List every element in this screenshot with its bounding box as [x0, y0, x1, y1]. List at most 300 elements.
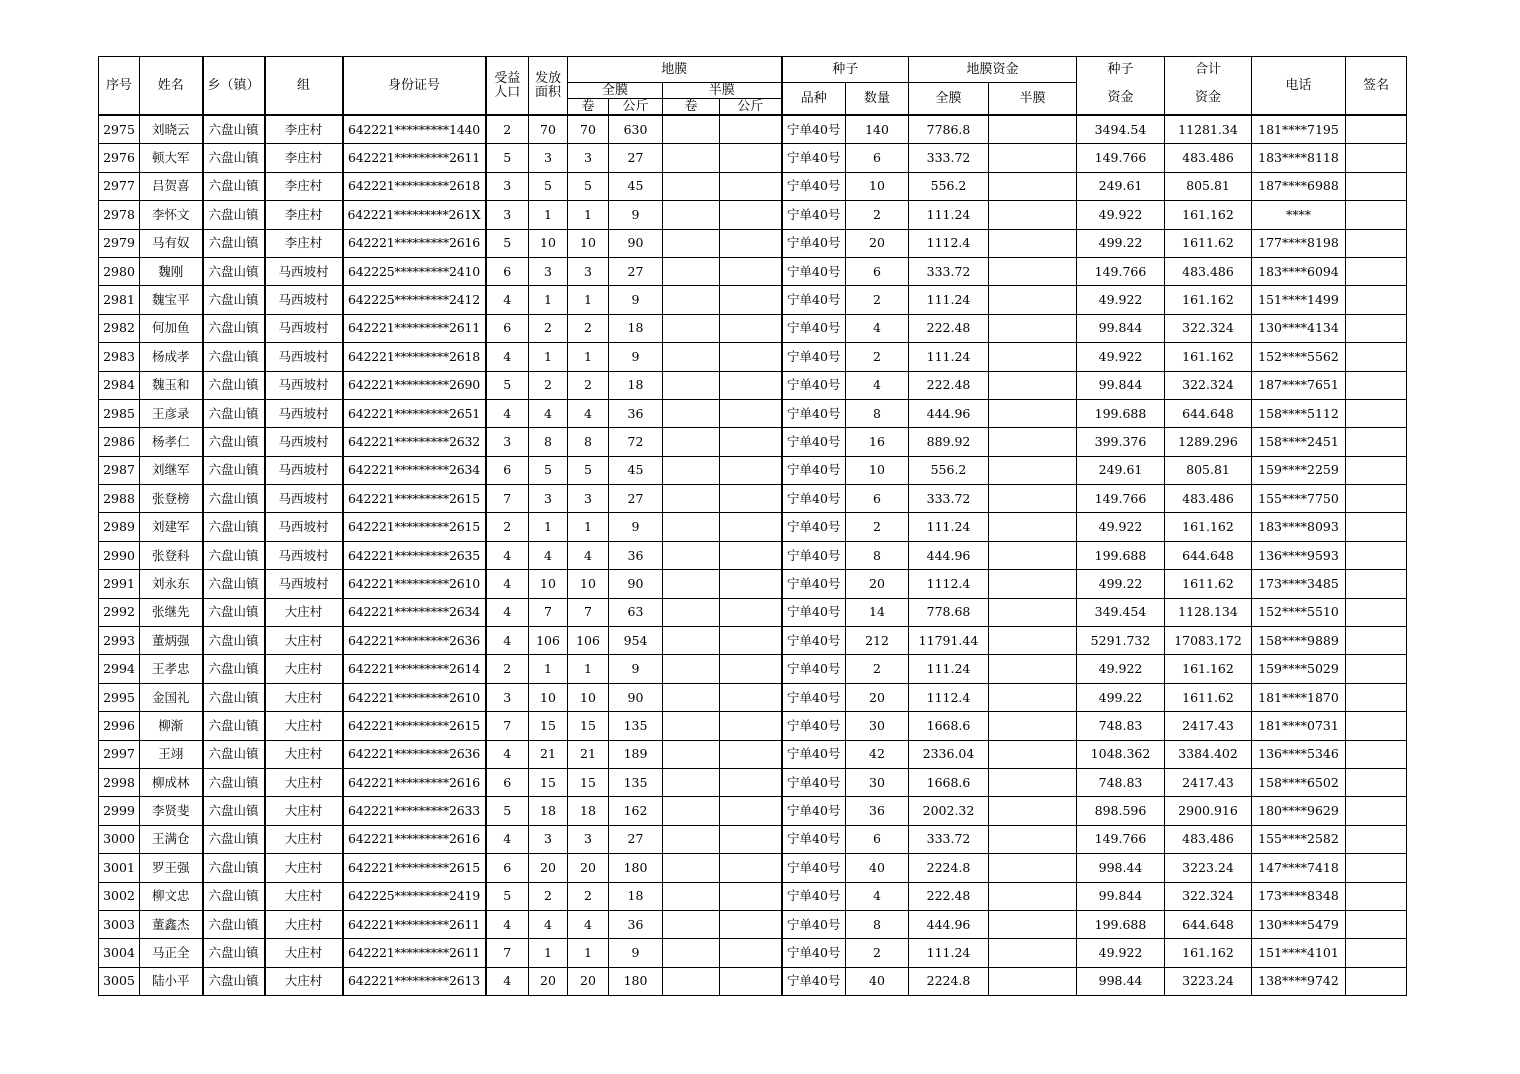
- cell-variety: 宁单40号: [782, 257, 846, 285]
- cell-full-kg: 18: [609, 882, 663, 910]
- cell-seed-funds: 1048.362: [1077, 740, 1165, 768]
- cell-town: 六盘山镇: [203, 627, 265, 655]
- cell-half-kg: [720, 257, 782, 285]
- cell-film-funds-full: 1668.6: [909, 768, 989, 796]
- cell-area: 70: [529, 115, 568, 144]
- cell-film-funds-full: 111.24: [909, 513, 989, 541]
- table-row: [99, 797, 1407, 825]
- cell-total-funds: 483.486: [1165, 257, 1252, 285]
- cell-variety: 宁单40号: [782, 854, 846, 882]
- cell-town: 六盘山镇: [203, 570, 265, 598]
- cell-film-funds-full: 1112.4: [909, 683, 989, 711]
- cell-signature: [1346, 115, 1407, 144]
- cell-seq: 2992: [99, 598, 140, 626]
- cell-seed-funds: 149.766: [1077, 257, 1165, 285]
- cell-film-funds-full: 444.96: [909, 910, 989, 938]
- cell-beneficiaries: 4: [486, 286, 529, 314]
- cell-total-funds: 1611.62: [1165, 570, 1252, 598]
- cell-film-funds-full: 556.2: [909, 172, 989, 200]
- cell-signature: [1346, 286, 1407, 314]
- cell-full-kg: 9: [609, 343, 663, 371]
- cell-town: 六盘山镇: [203, 768, 265, 796]
- cell-film-funds-full: 7786.8: [909, 115, 989, 144]
- cell-town: 六盘山镇: [203, 229, 265, 257]
- cell-signature: [1346, 712, 1407, 740]
- cell-beneficiaries: 2: [486, 513, 529, 541]
- cell-full-roll: 4: [568, 910, 609, 938]
- cell-half-kg: [720, 343, 782, 371]
- cell-film-funds-half: [989, 939, 1077, 967]
- cell-area: 8: [529, 428, 568, 456]
- header-full-film: 全膜: [568, 83, 663, 99]
- cell-quantity: 2: [846, 286, 909, 314]
- cell-full-kg: 9: [609, 655, 663, 683]
- cell-group: 大庄村: [265, 939, 343, 967]
- cell-variety: 宁单40号: [782, 286, 846, 314]
- cell-variety: 宁单40号: [782, 172, 846, 200]
- table-row: [99, 286, 1407, 314]
- cell-half-roll: [663, 627, 720, 655]
- cell-half-kg: [720, 428, 782, 456]
- cell-quantity: 4: [846, 371, 909, 399]
- cell-town: 六盘山镇: [203, 144, 265, 172]
- table-row: [99, 257, 1407, 285]
- cell-half-roll: [663, 939, 720, 967]
- cell-half-roll: [663, 768, 720, 796]
- cell-quantity: 14: [846, 598, 909, 626]
- cell-name: 董鑫杰: [140, 910, 203, 938]
- cell-full-kg: 27: [609, 257, 663, 285]
- cell-beneficiaries: 4: [486, 825, 529, 853]
- cell-signature: [1346, 598, 1407, 626]
- cell-area: 106: [529, 627, 568, 655]
- cell-film-funds-half: [989, 314, 1077, 342]
- cell-total-funds: 805.81: [1165, 456, 1252, 484]
- table-row: [99, 485, 1407, 513]
- cell-beneficiaries: 5: [486, 371, 529, 399]
- cell-film-funds-half: [989, 740, 1077, 768]
- cell-seed-funds: 149.766: [1077, 485, 1165, 513]
- table-body: [99, 115, 1407, 996]
- cell-quantity: 20: [846, 229, 909, 257]
- cell-quantity: 6: [846, 257, 909, 285]
- table-row: [99, 740, 1407, 768]
- cell-half-roll: [663, 371, 720, 399]
- cell-full-roll: 70: [568, 115, 609, 144]
- cell-half-kg: [720, 825, 782, 853]
- cell-quantity: 30: [846, 712, 909, 740]
- cell-film-funds-full: 2224.8: [909, 854, 989, 882]
- cell-town: 六盘山镇: [203, 939, 265, 967]
- cell-seq: 2995: [99, 683, 140, 711]
- cell-name: 罗王强: [140, 854, 203, 882]
- cell-variety: 宁单40号: [782, 115, 846, 144]
- cell-group: 李庄村: [265, 229, 343, 257]
- cell-phone: 183****6094: [1252, 257, 1346, 285]
- cell-film-funds-half: [989, 712, 1077, 740]
- cell-area: 10: [529, 229, 568, 257]
- cell-signature: [1346, 627, 1407, 655]
- cell-half-roll: [663, 740, 720, 768]
- cell-film-funds-half: [989, 144, 1077, 172]
- cell-town: 六盘山镇: [203, 797, 265, 825]
- cell-signature: [1346, 201, 1407, 229]
- cell-id-number: 642221*********2633: [343, 797, 486, 825]
- cell-seed-funds: 49.922: [1077, 201, 1165, 229]
- table-row: [99, 655, 1407, 683]
- cell-variety: 宁单40号: [782, 910, 846, 938]
- cell-area: 20: [529, 854, 568, 882]
- cell-full-kg: 27: [609, 144, 663, 172]
- cell-group: 大庄村: [265, 797, 343, 825]
- cell-seed-funds: 3494.54: [1077, 115, 1165, 144]
- cell-name: 杨成孝: [140, 343, 203, 371]
- cell-full-roll: 8: [568, 428, 609, 456]
- cell-half-roll: [663, 712, 720, 740]
- cell-seq: 2989: [99, 513, 140, 541]
- cell-beneficiaries: 5: [486, 882, 529, 910]
- cell-phone: 155****2582: [1252, 825, 1346, 853]
- cell-film-funds-full: 889.92: [909, 428, 989, 456]
- cell-seed-funds: 349.454: [1077, 598, 1165, 626]
- cell-half-roll: [663, 257, 720, 285]
- cell-phone: 155****7750: [1252, 485, 1346, 513]
- cell-full-kg: 954: [609, 627, 663, 655]
- header-half-film: 半膜: [663, 83, 782, 99]
- cell-beneficiaries: 6: [486, 314, 529, 342]
- cell-total-funds: 161.162: [1165, 201, 1252, 229]
- header-full-kg: 公斤: [609, 99, 663, 116]
- cell-seed-funds: 249.61: [1077, 172, 1165, 200]
- cell-half-kg: [720, 172, 782, 200]
- header-seed: 种子: [782, 57, 909, 83]
- cell-full-roll: 15: [568, 712, 609, 740]
- cell-seed-funds: 249.61: [1077, 456, 1165, 484]
- cell-total-funds: 644.648: [1165, 910, 1252, 938]
- cell-name: 柳文忠: [140, 882, 203, 910]
- cell-id-number: 642221*********2615: [343, 712, 486, 740]
- cell-total-funds: 2417.43: [1165, 768, 1252, 796]
- header-full-roll: 卷: [568, 99, 609, 116]
- cell-quantity: 40: [846, 967, 909, 995]
- cell-beneficiaries: 4: [486, 343, 529, 371]
- cell-signature: [1346, 343, 1407, 371]
- cell-id-number: 642221*********2614: [343, 655, 486, 683]
- cell-half-kg: [720, 683, 782, 711]
- cell-signature: [1346, 882, 1407, 910]
- cell-name: 魏玉和: [140, 371, 203, 399]
- table-row: [99, 314, 1407, 342]
- cell-seed-funds: 149.766: [1077, 144, 1165, 172]
- cell-quantity: 6: [846, 144, 909, 172]
- cell-full-kg: 162: [609, 797, 663, 825]
- cell-phone: 159****5029: [1252, 655, 1346, 683]
- cell-half-kg: [720, 655, 782, 683]
- cell-half-kg: [720, 115, 782, 144]
- cell-full-kg: 36: [609, 910, 663, 938]
- cell-name: 李怀文: [140, 201, 203, 229]
- cell-beneficiaries: 6: [486, 768, 529, 796]
- cell-area: 18: [529, 797, 568, 825]
- cell-seq: 2984: [99, 371, 140, 399]
- cell-full-roll: 1: [568, 655, 609, 683]
- cell-half-roll: [663, 598, 720, 626]
- cell-id-number: 642221*********2615: [343, 513, 486, 541]
- cell-half-roll: [663, 144, 720, 172]
- cell-half-roll: [663, 854, 720, 882]
- header-quantity: 数量: [846, 83, 909, 116]
- cell-seq: 2994: [99, 655, 140, 683]
- cell-area: 21: [529, 740, 568, 768]
- cell-seed-funds: 5291.732: [1077, 627, 1165, 655]
- cell-quantity: 212: [846, 627, 909, 655]
- cell-seq: 3003: [99, 910, 140, 938]
- cell-full-roll: 2: [568, 371, 609, 399]
- cell-area: 5: [529, 172, 568, 200]
- cell-total-funds: 1128.134: [1165, 598, 1252, 626]
- cell-full-roll: 4: [568, 399, 609, 427]
- cell-seq: 2980: [99, 257, 140, 285]
- cell-half-roll: [663, 456, 720, 484]
- cell-full-roll: 3: [568, 825, 609, 853]
- table-row: [99, 428, 1407, 456]
- cell-signature: [1346, 768, 1407, 796]
- cell-group: 马西坡村: [265, 257, 343, 285]
- cell-town: 六盘山镇: [203, 854, 265, 882]
- cell-film-funds-full: 444.96: [909, 541, 989, 569]
- header-group: 组: [265, 57, 343, 116]
- cell-group: 大庄村: [265, 967, 343, 995]
- cell-phone: ****: [1252, 201, 1346, 229]
- cell-half-kg: [720, 371, 782, 399]
- cell-town: 六盘山镇: [203, 428, 265, 456]
- table-row: [99, 882, 1407, 910]
- cell-half-kg: [720, 910, 782, 938]
- cell-name: 柳渐: [140, 712, 203, 740]
- distribution-table: [98, 56, 1407, 996]
- cell-group: 马西坡村: [265, 399, 343, 427]
- cell-full-roll: 10: [568, 683, 609, 711]
- cell-beneficiaries: 3: [486, 428, 529, 456]
- cell-film-funds-half: [989, 343, 1077, 371]
- cell-film-funds-full: 2002.32: [909, 797, 989, 825]
- cell-total-funds: 3223.24: [1165, 967, 1252, 995]
- cell-film-funds-full: 333.72: [909, 485, 989, 513]
- cell-half-roll: [663, 541, 720, 569]
- cell-total-funds: 483.486: [1165, 144, 1252, 172]
- cell-phone: 173****3485: [1252, 570, 1346, 598]
- cell-quantity: 30: [846, 768, 909, 796]
- cell-full-roll: 1: [568, 343, 609, 371]
- cell-beneficiaries: 4: [486, 740, 529, 768]
- cell-film-funds-half: [989, 598, 1077, 626]
- header-film: 地膜: [568, 57, 782, 83]
- header-seed-funds-top: 种子: [1077, 57, 1165, 83]
- cell-total-funds: 161.162: [1165, 655, 1252, 683]
- cell-full-roll: 106: [568, 627, 609, 655]
- cell-seq: 2997: [99, 740, 140, 768]
- cell-id-number: 642221*********2613: [343, 967, 486, 995]
- cell-variety: 宁单40号: [782, 229, 846, 257]
- cell-half-roll: [663, 343, 720, 371]
- cell-phone: 159****2259: [1252, 456, 1346, 484]
- cell-area: 3: [529, 825, 568, 853]
- cell-group: 马西坡村: [265, 314, 343, 342]
- cell-film-funds-full: 1668.6: [909, 712, 989, 740]
- table-row: [99, 768, 1407, 796]
- cell-signature: [1346, 683, 1407, 711]
- table-row: [99, 967, 1407, 995]
- cell-phone: 130****5479: [1252, 910, 1346, 938]
- cell-full-kg: 180: [609, 854, 663, 882]
- cell-signature: [1346, 655, 1407, 683]
- cell-full-roll: 1: [568, 513, 609, 541]
- cell-film-funds-half: [989, 371, 1077, 399]
- cell-full-kg: 135: [609, 768, 663, 796]
- cell-town: 六盘山镇: [203, 257, 265, 285]
- cell-group: 马西坡村: [265, 570, 343, 598]
- cell-quantity: 2: [846, 201, 909, 229]
- cell-total-funds: 161.162: [1165, 939, 1252, 967]
- cell-film-funds-half: [989, 541, 1077, 569]
- cell-half-roll: [663, 115, 720, 144]
- cell-half-kg: [720, 570, 782, 598]
- cell-beneficiaries: 6: [486, 456, 529, 484]
- cell-film-funds-full: 222.48: [909, 882, 989, 910]
- cell-group: 李庄村: [265, 144, 343, 172]
- cell-id-number: 642221*********2618: [343, 172, 486, 200]
- cell-id-number: 642221*********2636: [343, 740, 486, 768]
- cell-half-roll: [663, 797, 720, 825]
- cell-area: 3: [529, 144, 568, 172]
- cell-full-kg: 36: [609, 399, 663, 427]
- cell-town: 六盘山镇: [203, 740, 265, 768]
- cell-area: 4: [529, 910, 568, 938]
- cell-beneficiaries: 4: [486, 627, 529, 655]
- cell-group: 李庄村: [265, 172, 343, 200]
- cell-variety: 宁单40号: [782, 399, 846, 427]
- cell-phone: 177****8198: [1252, 229, 1346, 257]
- cell-half-kg: [720, 485, 782, 513]
- cell-beneficiaries: 3: [486, 201, 529, 229]
- cell-town: 六盘山镇: [203, 115, 265, 144]
- cell-variety: 宁单40号: [782, 201, 846, 229]
- cell-seq: 2985: [99, 399, 140, 427]
- cell-area: 7: [529, 598, 568, 626]
- cell-half-roll: [663, 882, 720, 910]
- cell-group: 大庄村: [265, 712, 343, 740]
- cell-film-funds-half: [989, 882, 1077, 910]
- header-film-funds: 地膜资金: [909, 57, 1077, 83]
- cell-full-roll: 4: [568, 541, 609, 569]
- cell-seed-funds: 748.83: [1077, 768, 1165, 796]
- cell-seed-funds: 499.22: [1077, 229, 1165, 257]
- table-header: [99, 57, 1407, 116]
- table-row: [99, 371, 1407, 399]
- cell-quantity: 10: [846, 456, 909, 484]
- cell-film-funds-half: [989, 797, 1077, 825]
- cell-signature: [1346, 740, 1407, 768]
- table-row: [99, 683, 1407, 711]
- table-row: [99, 229, 1407, 257]
- cell-variety: 宁单40号: [782, 939, 846, 967]
- cell-full-kg: 180: [609, 967, 663, 995]
- cell-beneficiaries: 2: [486, 115, 529, 144]
- cell-total-funds: 322.324: [1165, 371, 1252, 399]
- cell-film-funds-half: [989, 257, 1077, 285]
- cell-group: 马西坡村: [265, 541, 343, 569]
- cell-name: 王孝忠: [140, 655, 203, 683]
- cell-film-funds-half: [989, 513, 1077, 541]
- cell-total-funds: 161.162: [1165, 513, 1252, 541]
- cell-group: 大庄村: [265, 655, 343, 683]
- cell-film-funds-full: 556.2: [909, 456, 989, 484]
- cell-signature: [1346, 144, 1407, 172]
- cell-name: 金国礼: [140, 683, 203, 711]
- cell-film-funds-half: [989, 456, 1077, 484]
- table-row: [99, 627, 1407, 655]
- cell-half-roll: [663, 825, 720, 853]
- cell-full-kg: 90: [609, 570, 663, 598]
- cell-seed-funds: 499.22: [1077, 570, 1165, 598]
- cell-name: 刘建军: [140, 513, 203, 541]
- cell-phone: 136****5346: [1252, 740, 1346, 768]
- cell-quantity: 10: [846, 172, 909, 200]
- table-row: [99, 598, 1407, 626]
- cell-group: 大庄村: [265, 598, 343, 626]
- cell-group: 马西坡村: [265, 513, 343, 541]
- cell-phone: 187****6988: [1252, 172, 1346, 200]
- cell-film-funds-half: [989, 655, 1077, 683]
- cell-film-funds-full: 11791.44: [909, 627, 989, 655]
- table-row: [99, 201, 1407, 229]
- header-beneficiaries: [486, 57, 529, 116]
- cell-seed-funds: 499.22: [1077, 683, 1165, 711]
- cell-phone: 181****7195: [1252, 115, 1346, 144]
- cell-quantity: 42: [846, 740, 909, 768]
- cell-variety: 宁单40号: [782, 456, 846, 484]
- header-area: [529, 57, 568, 116]
- cell-town: 六盘山镇: [203, 399, 265, 427]
- header-seed-funds-bottom: 资金: [1077, 83, 1165, 116]
- cell-seed-funds: 199.688: [1077, 399, 1165, 427]
- cell-quantity: 2: [846, 939, 909, 967]
- cell-full-kg: 9: [609, 513, 663, 541]
- cell-film-funds-half: [989, 115, 1077, 144]
- cell-seed-funds: 399.376: [1077, 428, 1165, 456]
- cell-phone: 158****5112: [1252, 399, 1346, 427]
- cell-group: 马西坡村: [265, 428, 343, 456]
- cell-id-number: 642225*********2419: [343, 882, 486, 910]
- cell-variety: 宁单40号: [782, 371, 846, 399]
- cell-id-number: 642221*********261X: [343, 201, 486, 229]
- cell-name: 刘永东: [140, 570, 203, 598]
- cell-seq: 2982: [99, 314, 140, 342]
- cell-film-funds-half: [989, 967, 1077, 995]
- cell-film-funds-half: [989, 910, 1077, 938]
- header-variety: 品种: [782, 83, 846, 116]
- cell-phone: 152****5510: [1252, 598, 1346, 626]
- cell-id-number: 642221*********2651: [343, 399, 486, 427]
- cell-name: 魏宝平: [140, 286, 203, 314]
- cell-seq: 3002: [99, 882, 140, 910]
- cell-phone: 181****1870: [1252, 683, 1346, 711]
- cell-total-funds: 644.648: [1165, 541, 1252, 569]
- cell-phone: 187****7651: [1252, 371, 1346, 399]
- cell-area: 5: [529, 456, 568, 484]
- cell-signature: [1346, 570, 1407, 598]
- cell-signature: [1346, 513, 1407, 541]
